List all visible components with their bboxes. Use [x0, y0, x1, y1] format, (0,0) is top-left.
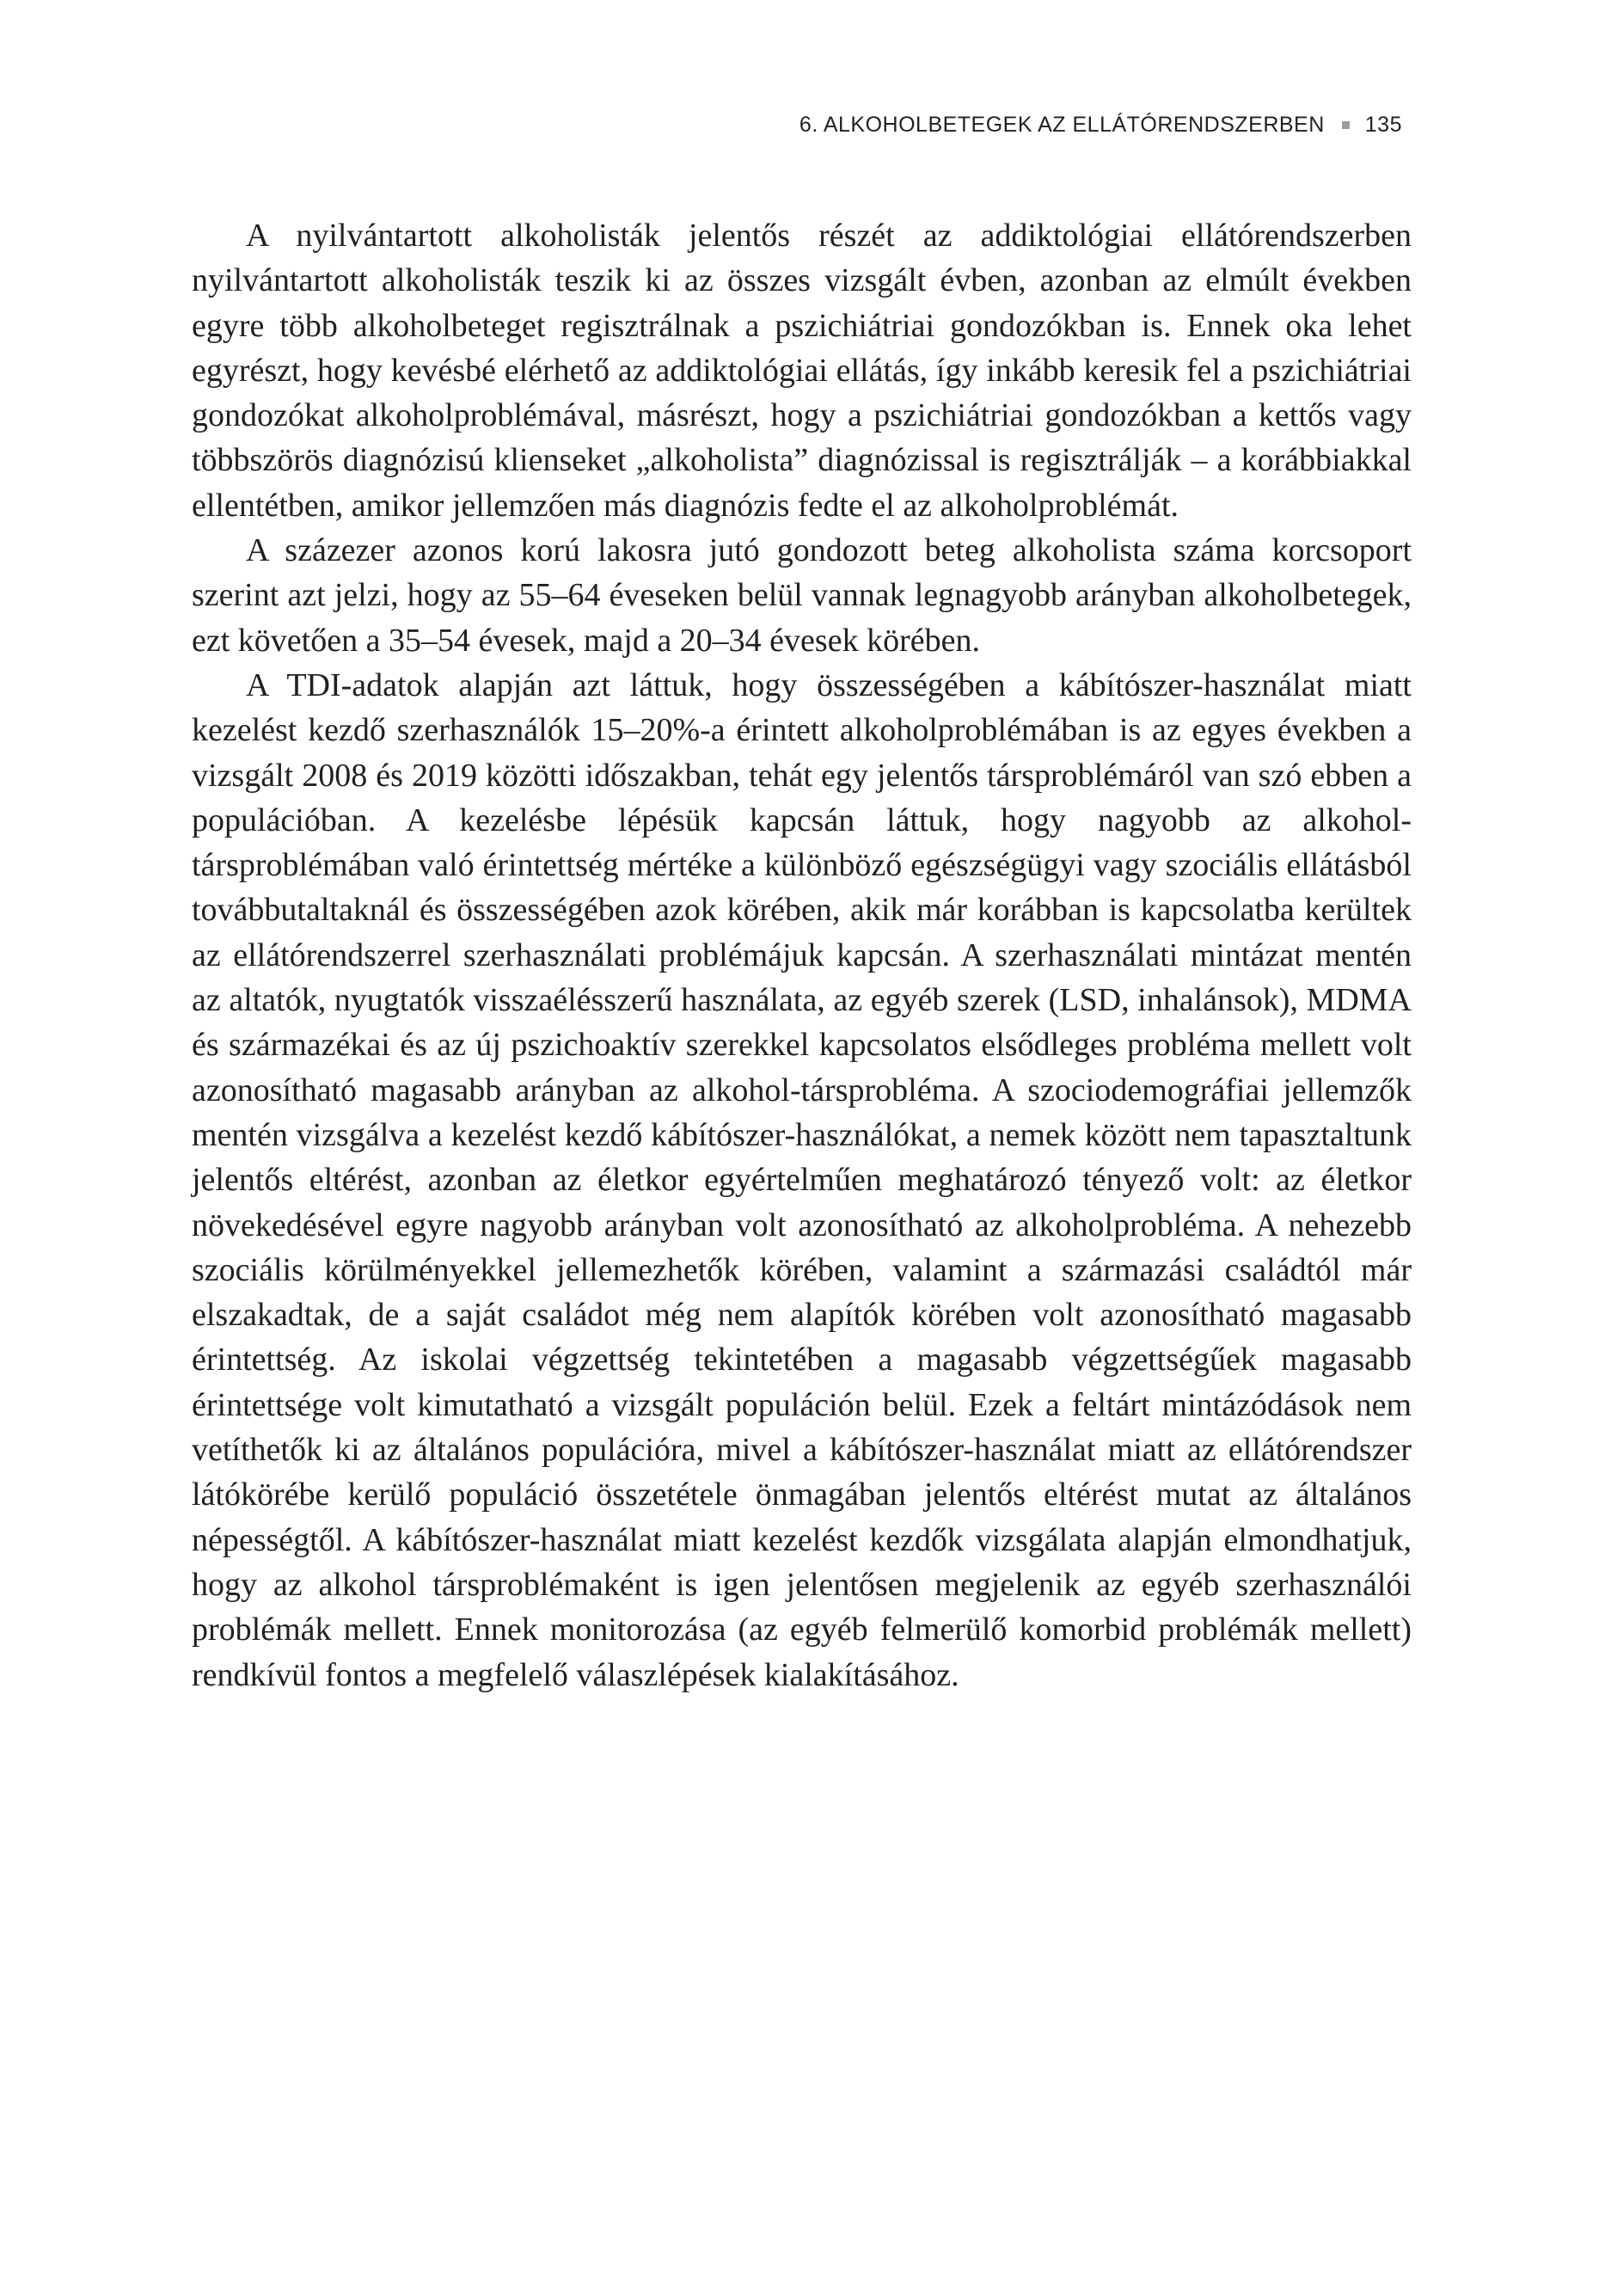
- running-header: [799, 113, 1402, 138]
- chapter-title: 6. ALKOHOLBETEGEK AZ ELLÁTÓRENDSZERBEN: [799, 113, 1325, 137]
- paragraph-3: A TDI-adatok alapján azt láttuk, hogy összességében a kábítószer-használat miatt kezelést kezdő szerhasználók 15–20%-a érintett alkoholproblémában is az egyes években a vizsgált 2008 és 2019 közötti időszakban, tehát egy jelentős társproblémáról van szó ebben a populációban. A kezelésbe lépésük kapcsán láttuk, hogy nagyobb az alkohol-társproblémában való érintettség mértéke a különböző egészségügyi vagy szociális ellátásból továbbutaltaknál és összességében azok körében, akik már korábban is kapcsolatba kerültek az ellátórendszerrel szerhasználati problémájuk kapcsán. A szerhasználati mintázat mentén az altatók, nyugtatók visszaélésszerű használata, az egyéb szerek (LSD, inhalánsok), MDMA és származékai és az új pszichoaktív szerekkel kapcsolatos elsődleges probléma mellett volt azonosítható magasabb arányban az alkohol-társprobléma. A szociodemográfiai jellemzők mentén vizsgálva a kezelést kezdő kábítószer-használókat, a nemek között nem tapasztaltunk jelentős eltérést, azonban az életkor egyértelműen meghatározó tényező volt: az életkor növekedésével egyre nagyobb arányban volt azonosítható az alkoholprobléma. A nehezebb szociális körülményekkel jellemezhetők körében, valamint a származási családtól már elszakadtak, de a saját családot még nem alapítók körében volt azonosítható magasabb érintettség. Az iskolai végzettség tekintetében a magasabb végzettségűek magasabb érintettsége volt kimutatható a vizsgált populáción belül. Ezek a feltárt mintázódások nem vetíthetők ki az általános populációra, mivel a kábítószer-használat miatt az ellátórendszer látókörébe kerülő populáció összetétele önmagában jelentős eltérést mutat az általános népességtől. A kábítószer-használat miatt kezelést kezdők vizsgálata alapján elmondhatjuk, hogy az alkohol társproblémaként is igen jelentősen megjelenik az egyéb szerhasználói problémák mellett. Ennek monitorozása (az egyéb felmerülő komorbid problémák mellett) rendkívül fontos a megfelelő válaszlépések kialakításához.: [192, 666, 1412, 1693]
- body-text: [192, 213, 1412, 1697]
- page-number: 135: [1364, 113, 1402, 137]
- paragraph-1: A nyilvántartott alkoholisták jelentős részét az addiktológiai ellátórendszerben nyilvántartott alkoholisták teszik ki az összes vizsgált évben, azonban az elmúlt években egyre több alkoholbeteget regisztrálnak a pszichiátriai gondozókban is. Ennek oka lehet egyrészt, hogy kevésbé elérhető az addiktológiai ellátás, így inkább keresik fel a pszichiátriai gondozókat alkoholproblémával, másrészt, hogy a pszichiátriai gondozókban a kettős vagy többszörös diagnózisú klienseket „alkoholista” diagnózissal is regisztrálják – a korábbiakkal ellentétben, amikor jellemzően más diagnózis fedte el az alkoholproblémát.: [192, 218, 1412, 524]
- separator-square-icon: [1342, 121, 1350, 129]
- paragraph-2: A százezer azonos korú lakosra jutó gondozott beteg alkoholista száma korcsoport szerint azt jelzi, hogy az 55–64 éveseken belül vannak legnagyobb arányban alkoholbetegek, ezt követően a 35–54 évesek, majd a 20–34 évesek körében.: [192, 532, 1412, 659]
